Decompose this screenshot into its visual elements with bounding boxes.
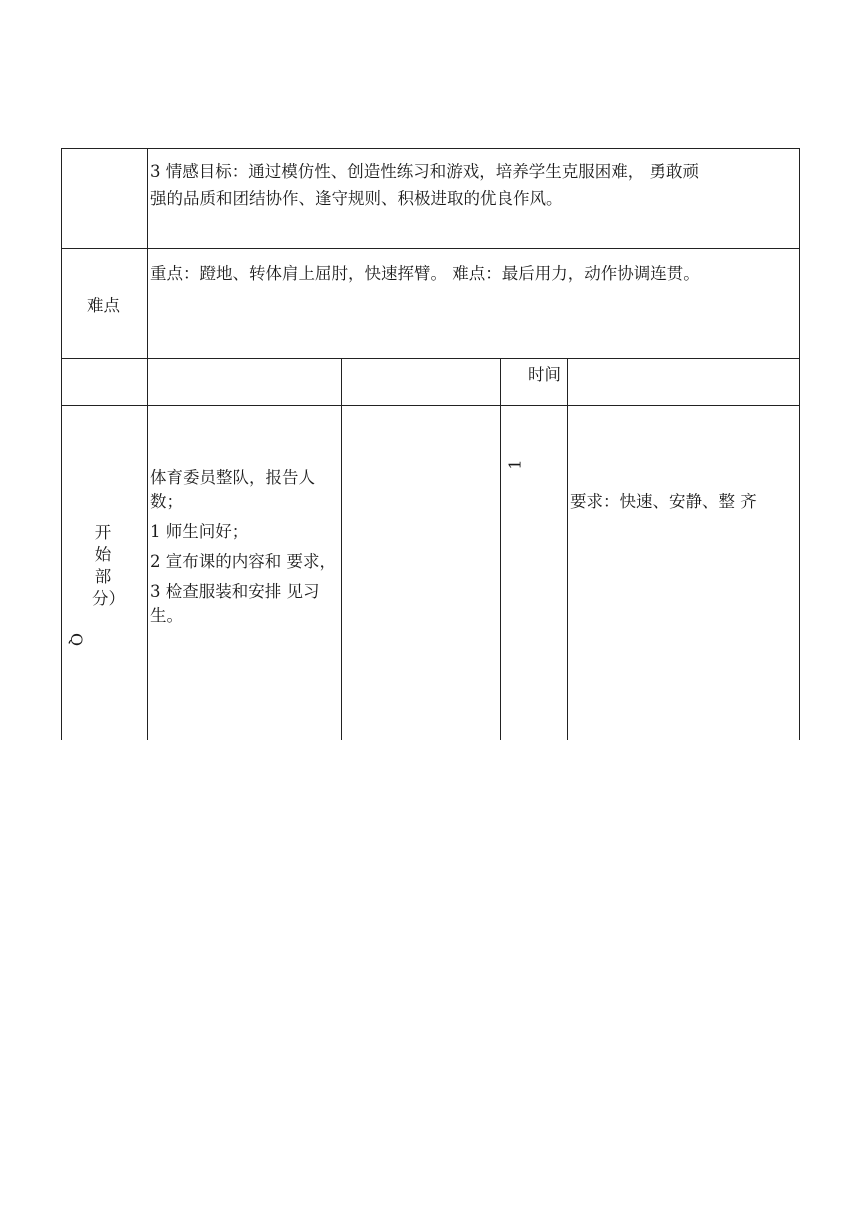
table-rule-3 [61,405,800,406]
start-item-2: 1 师生问好； [150,522,249,541]
difficulty-label: 难点 [87,296,120,315]
table-border-top [61,148,800,149]
start-requirement: 要求：快速、安静、整 齐 [570,492,757,511]
start-item-4: 3 检查服装和安排 见习生。 [150,582,320,625]
table-col-divider-4 [567,358,568,740]
table-rule-1 [61,248,800,249]
start-item-1: 体育委员整队，报告人数； [150,468,315,511]
emotion-goal-line-2: 强的品质和团结协作、逢守规则、积极进取的优良作风。 [150,189,563,208]
table-rule-2 [61,358,800,359]
table-col-divider-1 [147,148,148,740]
start-section-label: 开始部分） [92,523,125,608]
start-item-3: 2 宣布课的内容和 要求， [150,552,336,571]
difficulty-content: 重点：蹬地、转体肩上屈肘，快速挥臂。 难点：最后用力，动作协调连贯。 [150,264,700,283]
start-section-mark: Q [67,632,87,647]
start-time-value: 1 [505,459,525,470]
emotion-goal-line-1: 3 情感目标：通过模仿性、创造性练习和游戏，培养学生克服困难， 勇敢顽 [150,162,699,181]
table-border-left [61,148,62,740]
table-col-divider-2 [341,358,342,740]
table-col-divider-3 [500,358,501,740]
time-header: 时间 [528,365,561,384]
table-border-right [799,148,800,740]
start-section-items [150,466,336,628]
